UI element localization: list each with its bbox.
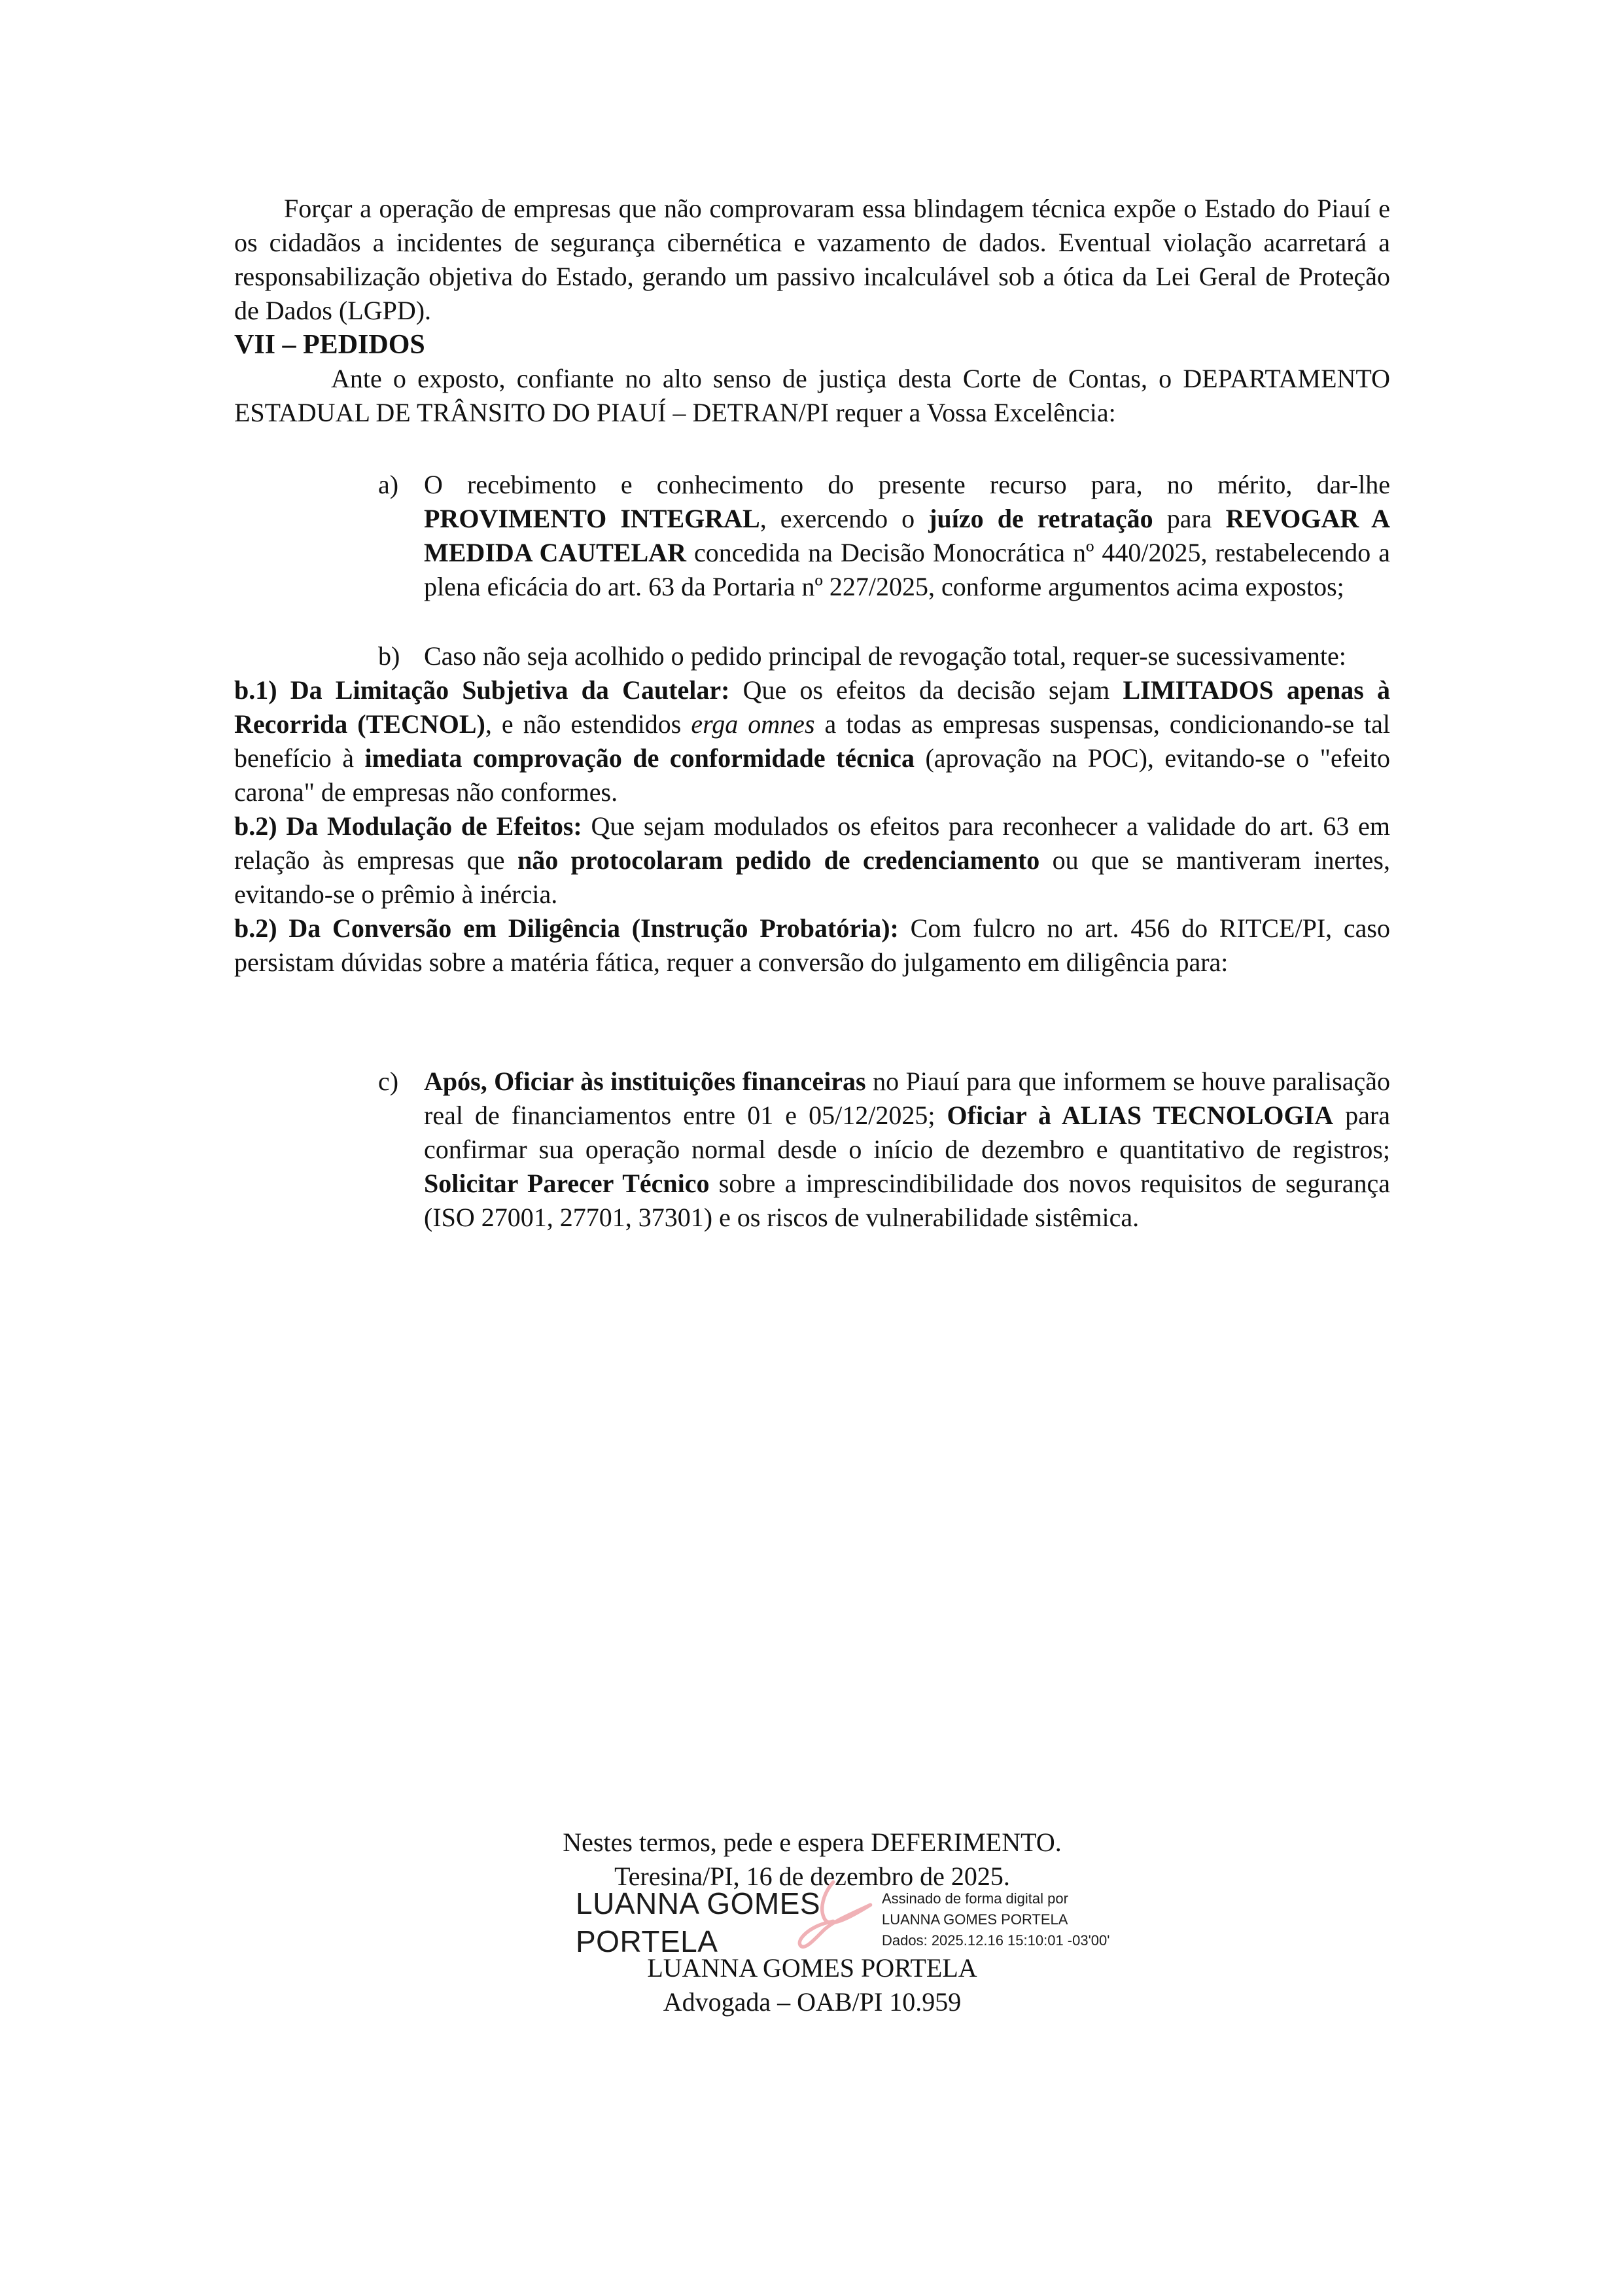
list-item-c-text: Após, Oficiar às instituições financeiras no Piauí para que informem se houve paralisação real de financiamentos entre 01 e 05/12/2025; Oficiar à ALIAS TECNOLOGIA para confirmar sua operação normal desde o início de dezembro e quantitativo de registros; Solicitar Parecer Técnico sobre a imprescindibilidade dos novos requisitos de segurança (ISO 27001, 27701, 37301) e os riscos de vulnerabilidade sistêmica. bbox=[424, 1067, 1390, 1232]
paragraph-intro-lgpd: Forçar a operação de empresas que não comprovaram essa blindagem técnica expõe o Estado do Piauí e os cidadãos a incidentes de segurança cibernética e vazamento de dados. Eventual violação acarretará a responsabilização objetiva do Estado, gerando um passivo incalculável sob a ótica da Lei Geral de Proteção de Dados (LGPD). bbox=[234, 194, 1390, 325]
paragraph-ante-exposto: Ante o exposto, confiante no alto senso de justiça desta Corte de Contas, o DEPARTAMENTO ESTADUAL DE TRÂNSITO DO PIAUÍ – DETRAN/PI requer a Vossa Excelência: bbox=[234, 364, 1390, 427]
list-item-b-text: Caso não seja acolhido o pedido principal de revogação total, requer-se sucessivamente: bbox=[424, 641, 1346, 671]
closing-plea-line: Nestes termos, pede e espera DEFERIMENTO. bbox=[563, 1828, 1062, 1857]
list-item-a-text: O recebimento e conhecimento do presente recurso para, no mérito, dar-lhe PROVIMENTO INTEGRAL, exercendo o juízo de retratação para REVOGAR A MEDIDA CAUTELAR concedida na Decisão Monocrática nº 440/2025, restabelecendo a plena eficácia do art. 63 da Portaria nº 227/2025, conforme argumentos acima expostos; bbox=[424, 470, 1391, 601]
signature-details-line1: Assinado de forma digital por bbox=[882, 1890, 1068, 1907]
stamp-name-line2: PORTELA bbox=[576, 1924, 718, 1958]
signature-details-line3: Dados: 2025.12.16 15:10:01 -03'00' bbox=[882, 1932, 1110, 1949]
stamp-name-line1: LUANNA GOMES bbox=[576, 1886, 821, 1920]
adobe-acrobat-logo-icon bbox=[795, 1879, 883, 1958]
sub-item-b2-conversao-diligencia: b.2) Da Conversão em Diligência (Instrução Probatória): Com fulcro no art. 456 do RITCE/PI, caso persistam dúvidas sobre a matéria fática, requer a conversão do julgamento em diligência para: bbox=[234, 913, 1391, 977]
list-marker-a: a) bbox=[378, 470, 399, 499]
document-body bbox=[234, 192, 1390, 1235]
sub-item-b2-modulacao-efeitos: b.2) Da Modulação de Efeitos: Que sejam modulados os efeitos para reconhecer a validade do art. 63 em relação às empresas que não protocolaram pedido de credenciamento ou que se mantiveram inertes, evitando-se o prêmio à inércia. bbox=[234, 811, 1391, 909]
section-heading-pedidos: VII – PEDIDOS bbox=[234, 330, 425, 360]
list-item-b bbox=[234, 639, 1390, 673]
list-item-c bbox=[234, 1065, 1390, 1235]
sub-item-b1-limitacao-subjetiva: b.1) Da Limitação Subjetiva da Cautelar: Que os efeitos da decisão sejam LIMITADOS apenas à Recorrida (TECNOL), e não estendidos erga omnes a todas as empresas suspensas, condicionando-se tal benefício à imediata comprovação de conformidade técnica (aprovação na POC), evitando-se o "efeito carona" de empresas não conformes. bbox=[234, 675, 1391, 807]
list-marker-c: c) bbox=[378, 1067, 399, 1096]
list-item-a bbox=[234, 468, 1390, 604]
closing-date-line: Teresina/PI, 16 de dezembro de 2025. bbox=[614, 1862, 1010, 1891]
list-marker-b: b) bbox=[378, 641, 400, 671]
signatory-role-oab: Advogada – OAB/PI 10.959 bbox=[663, 1987, 962, 2017]
digital-signature-details bbox=[882, 1888, 1248, 1951]
signatory-name: LUANNA GOMES PORTELA bbox=[647, 1953, 977, 1983]
signature-details-line2: LUANNA GOMES PORTELA bbox=[882, 1911, 1068, 1928]
